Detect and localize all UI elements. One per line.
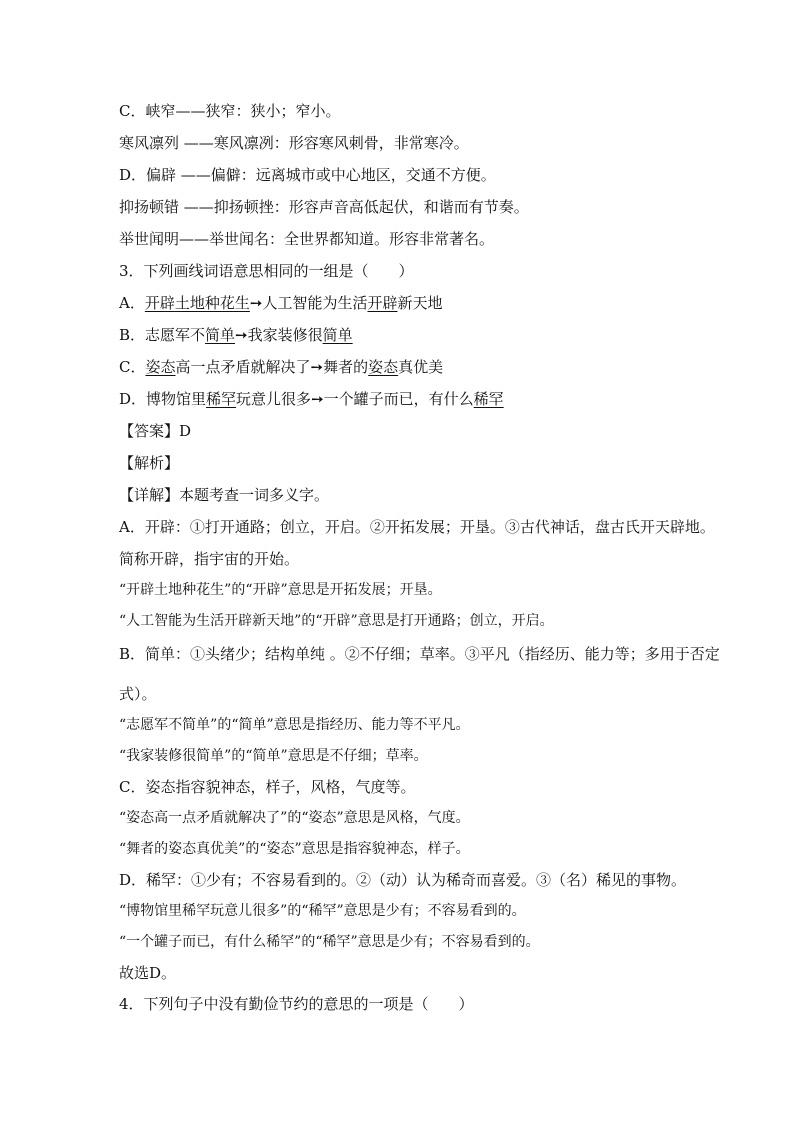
underlined-word: 土地种花生 <box>174 294 250 312</box>
explanation-line: C．姿态指容貌神态，样子，风格，气度等。 <box>119 778 416 796</box>
explanation-line: “我家装修很简单”的“简单”意思是不仔细；草率。 <box>119 748 428 764</box>
option-text: 高一点矛盾就解决了 <box>175 358 311 376</box>
option-c <box>119 357 443 377</box>
text-line: C．峡窄——狭窄：狭小；窄小。 <box>119 102 341 120</box>
arrow-icon: ➙ <box>311 390 324 408</box>
explanation-line: “开辟土地种花生”的“开辟”意思是开拓发展；开垦。 <box>119 582 442 598</box>
explanation-line: 简称开辟，指宇宙的开始。 <box>119 550 300 568</box>
option-text: 一个罐子而已，有什么 <box>323 390 474 408</box>
explanation-line: “博物馆里稀罕玩意儿很多”的“稀罕”意思是少有；不容易看到的。 <box>119 903 526 919</box>
explanation-line: “姿态高一点矛盾就解决了”的“姿态”意思是风格，气度。 <box>119 810 470 826</box>
explanation-line: 式）。 <box>119 685 157 703</box>
underlined-word: 开辟 <box>367 294 398 312</box>
option-prefix: B．志愿军不 <box>119 326 206 344</box>
text-line: 寒风凛列 ——寒风凛冽：形容寒风刺骨，非常寒冷。 <box>119 134 469 152</box>
option-prefix: C． <box>119 358 146 376</box>
explanation-line: A．开辟：①打开通路；创立，开启。②开拓发展；开垦。③古代神话，盘古氏开天辟地。 <box>119 518 715 536</box>
option-prefix: A． <box>119 294 145 312</box>
explanation-line: “人工智能为生活开辟新天地”的“开辟”意思是打开通路；创立，开启。 <box>119 613 554 629</box>
conclusion-line: 故选D。 <box>119 964 177 982</box>
explanation-line: “志愿军不简单”的“简单”意思是指经历、能力等不平凡。 <box>119 717 470 733</box>
option-text: 舞者的 <box>323 358 369 376</box>
option-text: 玩意儿很多 <box>236 390 312 408</box>
question-4: 4．下列句子中没有勤俭节约的意思的一项是（ ） <box>119 995 474 1013</box>
text-line: 举世闻明——举世闻名：全世界都知道。形容非常著名。 <box>119 230 495 248</box>
analysis-heading: 【解析】 <box>119 454 180 472</box>
detail-line: 【详解】本题考查一词多义字。 <box>119 486 330 504</box>
explanation-line: “一个罐子而已，有什么稀罕”的“稀罕”意思是少有；不容易看到的。 <box>119 934 540 950</box>
option-prefix: D．博物馆里 <box>119 390 207 408</box>
underlined-word: 简单 <box>205 326 236 344</box>
underlined-word: 开辟 <box>144 294 175 312</box>
option-text: 真优美 <box>398 358 444 376</box>
answer-line: 【答案】D <box>119 422 192 440</box>
option-text: 我家装修很 <box>247 326 323 344</box>
underlined-word: 稀罕 <box>473 390 504 408</box>
explanation-line: “舞者的姿态真优美”的“姿态”意思是指容貌神态，样子。 <box>119 841 470 857</box>
text-line: 抑扬顿错 ——抑扬顿挫：形容声音高低起伏，和谐而有节奏。 <box>119 198 529 216</box>
arrow-icon: ➙ <box>310 358 324 376</box>
arrow-icon: ➙ <box>235 326 248 344</box>
underlined-word: 姿态 <box>368 358 399 376</box>
text-line: D．偏辟 ——偏僻：远离城市或中心地区，交通不方便。 <box>119 166 496 184</box>
explanation-line: D．稀罕：①少有；不容易看到的。②（动）认为稀奇而喜爱。③（名）稀见的事物。 <box>119 871 687 889</box>
option-text: 新天地 <box>397 294 443 312</box>
underlined-word: 姿态 <box>145 358 176 376</box>
question-3: 3．下列画线词语意思相同的一组是（ ） <box>119 262 414 280</box>
underlined-word: 简单 <box>322 326 353 344</box>
option-a <box>119 293 443 313</box>
option-text: 人工智能为生活 <box>262 294 368 312</box>
underlined-word: 稀罕 <box>206 390 237 408</box>
option-d <box>119 389 504 409</box>
arrow-icon: ➙ <box>249 294 263 312</box>
option-b <box>119 325 353 345</box>
explanation-line: B．简单：①头绪少；结构单纯 。②不仔细；草率。③平凡（指经历、能力等；多用于否定 <box>119 645 720 663</box>
